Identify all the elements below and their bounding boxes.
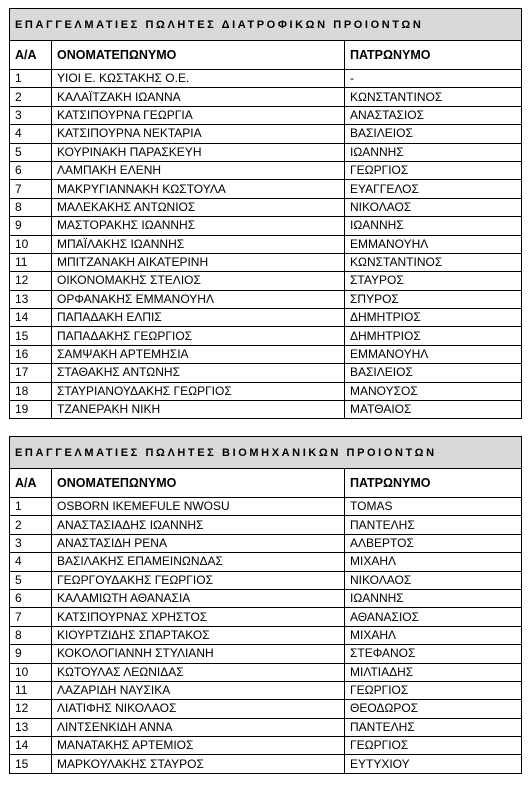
row-number-cell: 5 (10, 143, 52, 161)
table-row (10, 253, 522, 271)
patronym-cell: ΠΑΝΤΕΛΗΣ (345, 516, 522, 534)
table-row (10, 401, 522, 419)
full-name-cell: OSBORN IKEMEFULE NWOSU (52, 498, 345, 516)
full-name-cell: ΟΡΦΑΝΑΚΗΣ ΕΜΜΑΝΟΥΗΛ (52, 290, 345, 308)
row-number-cell: 9 (10, 645, 52, 663)
patronym-cell: ΝΙΚΟΛΑΟΣ (345, 198, 522, 216)
patronym-cell: ΠΑΝΤΕΛΗΣ (345, 718, 522, 736)
table-row (10, 663, 522, 681)
patronym-cell: ΜΙΧΑΗΛ (345, 553, 522, 571)
full-name-cell: ΣΤΑΘΑΚΗΣ ΑΝΤΩΝΗΣ (52, 364, 345, 382)
row-number-cell: 7 (10, 180, 52, 198)
table-row (10, 645, 522, 663)
row-number-cell: 19 (10, 401, 52, 419)
patronym-cell: TOMAS (345, 498, 522, 516)
full-name-cell: ΛΙΑΤΙΦΗΣ ΝΙΚΟΛΑΟΣ (52, 700, 345, 718)
table-row (10, 70, 522, 88)
row-number-cell: 4 (10, 125, 52, 143)
table-title-row (10, 437, 522, 469)
patronym-cell: ΑΛΒΕΡΤΟΣ (345, 534, 522, 552)
row-number-cell: 9 (10, 217, 52, 235)
table-row (10, 143, 522, 161)
table-row (10, 589, 522, 607)
row-number-cell: 4 (10, 553, 52, 571)
table-row (10, 718, 522, 736)
patronym-cell: ΣΤΑΥΡΟΣ (345, 272, 522, 290)
full-name-cell: ΚΑΤΣΙΠΟΥΡΝΑΣ ΧΡΗΣΤΟΣ (52, 608, 345, 626)
food-vendors-table (9, 8, 522, 419)
row-number-cell: 11 (10, 681, 52, 699)
table-row (10, 681, 522, 699)
table-row (10, 571, 522, 589)
table-body (10, 70, 522, 419)
full-name-cell: ΚΑΤΣΙΠΟΥΡΝΑ ΝΕΚΤΑΡΙΑ (52, 125, 345, 143)
table-row (10, 755, 522, 773)
full-name-cell: ΜΑΣΤΟΡΑΚΗΣ ΙΩΑΝΝΗΣ (52, 217, 345, 235)
table-row (10, 608, 522, 626)
row-number-cell: 16 (10, 345, 52, 363)
column-header-name: ΟΝΟΜΑΤΕΠΩΝΥΜΟ (52, 469, 345, 498)
full-name-cell: ΓΕΩΡΓΟΥΔΑΚΗΣ ΓΕΩΡΓΙΟΣ (52, 571, 345, 589)
row-number-cell: 3 (10, 534, 52, 552)
full-name-cell: ΛΑΖΑΡΙΔΗ ΝΑΥΣΙΚΑ (52, 681, 345, 699)
patronym-cell: ΙΩΑΝΝΗΣ (345, 589, 522, 607)
full-name-cell: ΚΑΛΑΜΙΩΤΗ ΑΘΑΝΑΣΙΑ (52, 589, 345, 607)
patronym-cell: ΝΙΚΟΛΑΟΣ (345, 571, 522, 589)
full-name-cell: ΜΑΛΕΚΑΚΗΣ ΑΝΤΩΝΙΟΣ (52, 198, 345, 216)
patronym-cell: ΜΑΝΟΥΣΟΣ (345, 382, 522, 400)
full-name-cell: ΜΑΚΡΥΓΙΑΝΝΑΚΗ ΚΩΣΤΟΥΛΑ (52, 180, 345, 198)
table-row (10, 198, 522, 216)
row-number-cell: 6 (10, 161, 52, 179)
full-name-cell: ΜΠΑΪΛΑΚΗΣ ΙΩΑΝΝΗΣ (52, 235, 345, 253)
full-name-cell: ΚΩΤΟΥΛΑΣ ΛΕΩΝΙΔΑΣ (52, 663, 345, 681)
row-number-cell: 2 (10, 516, 52, 534)
table-title: ΕΠΑΓΓΕΛΜΑΤΙΕΣ ΠΩΛΗΤΕΣ ΒΙΟΜΗΧΑΝΙΚΩΝ ΠΡΟΙΟΝΤΩΝ (10, 437, 522, 469)
table-row (10, 180, 522, 198)
row-number-cell: 3 (10, 106, 52, 124)
patronym-cell: ΚΩΝΣΤΑΝΤΙΝΟΣ (345, 88, 522, 106)
full-name-cell: ΠΑΠΑΔΑΚΗΣ ΓΕΩΡΓΙΟΣ (52, 327, 345, 345)
patronym-cell: ΜΙΧΑΗΛ (345, 626, 522, 644)
row-number-cell: 6 (10, 589, 52, 607)
patronym-cell: ΘΕΟΔΩΡΟΣ (345, 700, 522, 718)
row-number-cell: 13 (10, 290, 52, 308)
row-number-cell: 13 (10, 718, 52, 736)
table-title-row (10, 9, 522, 41)
full-name-cell: ΥΙΟΙ Ε. ΚΩΣΤΑΚΗΣ Ο.Ε. (52, 70, 345, 88)
table-row (10, 309, 522, 327)
row-number-cell: 7 (10, 608, 52, 626)
column-header-name: ΟΝΟΜΑΤΕΠΩΝΥΜΟ (52, 41, 345, 70)
row-number-cell: 14 (10, 309, 52, 327)
table-row (10, 327, 522, 345)
row-number-cell: 1 (10, 70, 52, 88)
table-row (10, 364, 522, 382)
patronym-cell: ΜΙΛΤΙΑΔΗΣ (345, 663, 522, 681)
full-name-cell: ΜΑΝΑΤΑΚΗΣ ΑΡΤΕΜΙΟΣ (52, 737, 345, 755)
patronym-cell: ΑΝΑΣΤΑΣΙΟΣ (345, 106, 522, 124)
row-number-cell: 11 (10, 253, 52, 271)
patronym-cell: ΕΜΜΑΝΟΥΗΛ (345, 235, 522, 253)
column-header-patronym: ΠΑΤΡΩΝΥΜΟ (345, 469, 522, 498)
patronym-cell: ΕΜΜΑΝΟΥΗΛ (345, 345, 522, 363)
row-number-cell: 12 (10, 700, 52, 718)
patronym-cell: ΓΕΩΡΓΙΟΣ (345, 737, 522, 755)
full-name-cell: ΒΑΣΙΛΑΚΗΣ ΕΠΑΜΕΙΝΩΝΔΑΣ (52, 553, 345, 571)
full-name-cell: ΚΑΤΣΙΠΟΥΡΝΑ ΓΕΩΡΓΙΑ (52, 106, 345, 124)
patronym-cell: ΔΗΜΗΤΡΙΟΣ (345, 309, 522, 327)
full-name-cell: ΠΑΠΑΔΑΚΗ ΕΛΠΙΣ (52, 309, 345, 327)
table-row (10, 498, 522, 516)
table-header-row (10, 469, 522, 498)
full-name-cell: ΛΙΝΤΣΕΝΚΙΔΗ ΑΝΝΑ (52, 718, 345, 736)
table-row (10, 382, 522, 400)
table-row (10, 516, 522, 534)
row-number-cell: 8 (10, 198, 52, 216)
table-row (10, 106, 522, 124)
table-row (10, 700, 522, 718)
patronym-cell: - (345, 70, 522, 88)
table-row (10, 626, 522, 644)
full-name-cell: ΚΙΟΥΡΤΖΙΔΗΣ ΣΠΑΡΤΑΚΟΣ (52, 626, 345, 644)
row-number-cell: 15 (10, 755, 52, 773)
full-name-cell: ΣΤΑΥΡΙΑΝΟΥΔΑΚΗΣ ΓΕΩΡΓΙΟΣ (52, 382, 345, 400)
full-name-cell: ΑΝΑΣΤΑΣΙΔΗ ΡΕΝΑ (52, 534, 345, 552)
column-header-patronym: ΠΑΤΡΩΝΥΜΟ (345, 41, 522, 70)
patronym-cell: ΚΩΝΣΤΑΝΤΙΝΟΣ (345, 253, 522, 271)
full-name-cell: ΛΑΜΠΑΚΗ ΕΛΕΝΗ (52, 161, 345, 179)
full-name-cell: ΚΟΥΡΙΝΑΚΗ ΠΑΡΑΣΚΕΥΗ (52, 143, 345, 161)
patronym-cell: ΣΤΕΦΑΝΟΣ (345, 645, 522, 663)
patronym-cell: ΕΥΑΓΓΕΛΟΣ (345, 180, 522, 198)
row-number-cell: 2 (10, 88, 52, 106)
patronym-cell: ΓΕΩΡΓΙΟΣ (345, 681, 522, 699)
full-name-cell: ΑΝΑΣΤΑΣΙΑΔΗΣ ΙΩΑΝΝΗΣ (52, 516, 345, 534)
row-number-cell: 8 (10, 626, 52, 644)
row-number-cell: 10 (10, 663, 52, 681)
table-row (10, 235, 522, 253)
patronym-cell: ΙΩΑΝΝΗΣ (345, 143, 522, 161)
patronym-cell: ΕΥΤΥΧΙΟΥ (345, 755, 522, 773)
row-number-cell: 10 (10, 235, 52, 253)
table-row (10, 290, 522, 308)
table-header-row (10, 41, 522, 70)
patronym-cell: ΓΕΩΡΓΙΟΣ (345, 161, 522, 179)
patronym-cell: ΒΑΣΙΛΕΙΟΣ (345, 364, 522, 382)
patronym-cell: ΒΑΣΙΛΕΙΟΣ (345, 125, 522, 143)
column-header-number: Α/Α (10, 469, 52, 498)
column-header-number: Α/Α (10, 41, 52, 70)
row-number-cell: 15 (10, 327, 52, 345)
table-row (10, 217, 522, 235)
table-row (10, 534, 522, 552)
table-row (10, 553, 522, 571)
row-number-cell: 17 (10, 364, 52, 382)
patronym-cell: ΣΠΥΡΟΣ (345, 290, 522, 308)
full-name-cell: ΣΑΜΨΑΚΗ ΑΡΤΕΜΗΣΙΑ (52, 345, 345, 363)
table-row (10, 272, 522, 290)
table-row (10, 737, 522, 755)
table-row (10, 161, 522, 179)
full-name-cell: ΟΙΚΟΝΟΜΑΚΗΣ ΣΤΕΛΙΟΣ (52, 272, 345, 290)
full-name-cell: ΚΑΛΑΪΤΖΑΚΗ ΙΩΑΝΝΑ (52, 88, 345, 106)
table-title: ΕΠΑΓΓΕΛΜΑΤΙΕΣ ΠΩΛΗΤΕΣ ΔΙΑΤΡΟΦΙΚΩΝ ΠΡΟΙΟΝΤΩΝ (10, 9, 522, 41)
table-row (10, 88, 522, 106)
table-row (10, 125, 522, 143)
patronym-cell: ΙΩΑΝΝΗΣ (345, 217, 522, 235)
patronym-cell: ΜΑΤΘΑΙΟΣ (345, 401, 522, 419)
industrial-vendors-table (9, 436, 522, 774)
row-number-cell: 18 (10, 382, 52, 400)
full-name-cell: ΜΠΙΤΖΑΝΑΚΗ ΑΙΚΑΤΕΡΙΝΗ (52, 253, 345, 271)
table-row (10, 345, 522, 363)
full-name-cell: ΜΑΡΚΟΥΛΑΚΗΣ ΣΤΑΥΡΟΣ (52, 755, 345, 773)
table-body (10, 498, 522, 774)
patronym-cell: ΑΘΑΝΑΣΙΟΣ (345, 608, 522, 626)
row-number-cell: 1 (10, 498, 52, 516)
row-number-cell: 12 (10, 272, 52, 290)
row-number-cell: 14 (10, 737, 52, 755)
full-name-cell: ΚΟΚΟΛΟΓΙΑΝΝΗ ΣΤΥΛΙΑΝΗ (52, 645, 345, 663)
row-number-cell: 5 (10, 571, 52, 589)
patronym-cell: ΔΗΜΗΤΡΙΟΣ (345, 327, 522, 345)
full-name-cell: ΤΖΑΝΕΡΑΚΗ ΝΙΚΗ (52, 401, 345, 419)
